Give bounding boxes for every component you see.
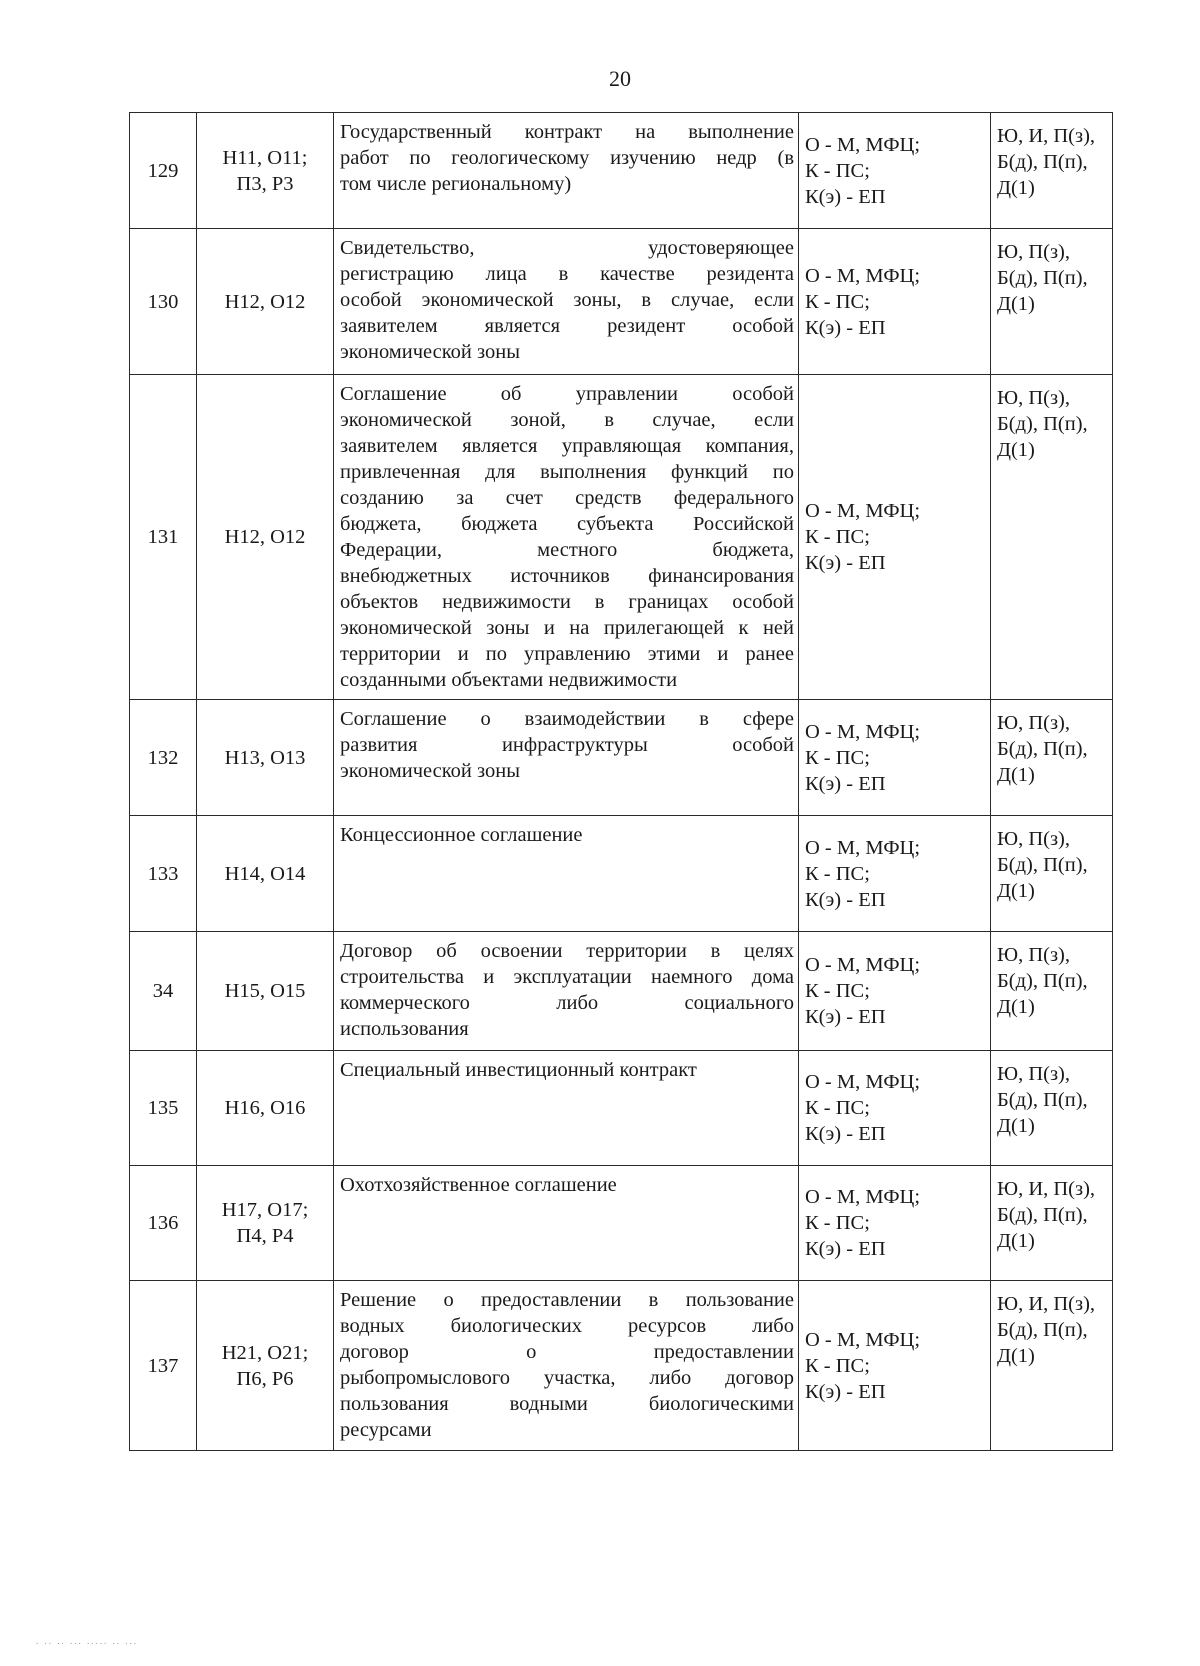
row-codes — [197, 1166, 334, 1281]
doc-line: Федерации, местного бюджета, — [340, 539, 794, 561]
doc-line: пользования водными биологическими — [340, 1393, 794, 1415]
row-submission-method — [799, 113, 991, 229]
code-line: П3, Р3 — [236, 172, 294, 195]
who-line: Ю, П(з), — [997, 828, 1071, 850]
method-line: К - ПС; — [805, 159, 870, 182]
doc-line: Свидетельство, удостоверяющее — [340, 237, 794, 259]
row-submission-method — [799, 229, 991, 375]
row-codes — [197, 375, 334, 700]
doc-line: особой экономической зоны, в случае, если — [340, 289, 794, 311]
doc-line: регистрацию лица в качестве резидента — [340, 263, 794, 285]
doc-line: рыбопромыслового участка, либо договор — [340, 1367, 794, 1389]
method-line: О - М, МФЦ; — [805, 954, 921, 976]
who-line: Д(1) — [997, 1230, 1035, 1252]
who-line: Б(д), П(п), — [997, 267, 1088, 289]
doc-line: экономической зоны — [340, 341, 520, 363]
method-line: О - М, МФЦ; — [805, 1328, 921, 1351]
doc-line: Соглашение об управлении особой — [340, 383, 794, 405]
method-line: О - М, МФЦ; — [805, 500, 921, 522]
method-line: К - ПС; — [805, 1354, 870, 1377]
method-line: О - М, МФЦ; — [805, 133, 921, 156]
doc-line: ресурсами — [340, 1419, 432, 1441]
row-codes — [197, 1281, 334, 1451]
row-document-name — [334, 1166, 799, 1281]
row-number: 34 — [130, 932, 197, 1051]
method-line: К - ПС; — [805, 290, 870, 313]
row-applicant-types — [991, 1166, 1113, 1281]
code-line: Н12, О12 — [224, 526, 306, 548]
row-number: 130 — [130, 229, 197, 375]
code-line: Н15, О15 — [224, 980, 306, 1002]
doc-line: Государственный контракт на выполнение — [340, 121, 794, 143]
who-line: Б(д), П(п), — [997, 738, 1088, 760]
who-line: Б(д), П(п), — [997, 1319, 1088, 1341]
code-line: Н21, О21; — [221, 1341, 309, 1364]
row-number: 136 — [130, 1166, 197, 1281]
method-line: К(э) - ЕП — [805, 552, 886, 574]
row-number: 135 — [130, 1051, 197, 1166]
row-applicant-types — [991, 229, 1113, 375]
doc-line: экономической зоны — [340, 760, 520, 782]
doc-line: договор о предоставлении — [340, 1341, 794, 1363]
who-line: Б(д), П(п), — [997, 1089, 1088, 1111]
method-line: О - М, МФЦ; — [805, 1071, 921, 1093]
method-line: К(э) - ЕП — [805, 185, 886, 208]
doc-line: Концессионное соглашение — [340, 824, 583, 846]
method-line: К(э) - ЕП — [805, 1006, 886, 1028]
who-line: Ю, И, П(з), — [997, 125, 1096, 147]
doc-line: привлеченная для выполнения функций по — [340, 461, 794, 483]
row-applicant-types — [991, 1281, 1113, 1451]
row-number: 129 — [130, 113, 197, 229]
doc-line: Охотхозяйственное соглашение — [340, 1174, 617, 1196]
code-line: П4, Р4 — [236, 1225, 294, 1247]
row-applicant-types — [991, 700, 1113, 816]
doc-line: коммерческого либо социального — [340, 992, 794, 1014]
table-row — [130, 932, 1113, 1051]
code-line: Н17, О17; — [221, 1199, 309, 1221]
row-codes — [197, 113, 334, 229]
row-number: 131 — [130, 375, 197, 700]
row-document-name — [334, 700, 799, 816]
code-line: П6, Р6 — [236, 1367, 294, 1390]
method-line: К(э) - ЕП — [805, 772, 886, 795]
doc-line: работ по геологическому изучению недр (в — [340, 147, 794, 169]
method-line: О - М, МФЦ; — [805, 720, 921, 743]
page-number: 20 — [609, 66, 631, 91]
doc-line: Договор об освоении территории в целях — [340, 940, 794, 962]
who-line: Б(д), П(п), — [997, 151, 1088, 173]
scan-artifact: . .. .. ... ..... .. ... — [36, 1636, 138, 1646]
who-line: Д(1) — [997, 996, 1035, 1018]
row-document-name — [334, 1051, 799, 1166]
method-line: К - ПС; — [805, 746, 870, 769]
who-line: Д(1) — [997, 764, 1035, 786]
who-line: Ю, П(з), — [997, 1063, 1071, 1085]
row-submission-method — [799, 375, 991, 700]
who-line: Ю, П(з), — [997, 712, 1071, 734]
row-applicant-types — [991, 1051, 1113, 1166]
row-codes — [197, 816, 334, 932]
who-line: Ю, И, П(з), — [997, 1178, 1096, 1200]
table-row — [130, 1281, 1113, 1451]
row-applicant-types — [991, 816, 1113, 932]
doc-line: использования — [340, 1018, 469, 1040]
code-line: Н12, О12 — [224, 290, 306, 313]
doc-line: объектов недвижимости в границах особой — [340, 591, 794, 613]
who-line: Д(1) — [997, 177, 1035, 199]
row-applicant-types — [991, 113, 1113, 229]
doc-line: заявителем является резидент особой — [340, 315, 794, 337]
row-submission-method — [799, 1166, 991, 1281]
doc-line: экономической зоны и на прилегающей к ней — [340, 617, 794, 639]
who-line: Ю, П(з), — [997, 944, 1071, 966]
table-body — [130, 113, 1113, 1451]
method-line: К(э) - ЕП — [805, 888, 886, 911]
method-line: О - М, МФЦ; — [805, 836, 921, 859]
method-line: К - ПС; — [805, 1212, 870, 1234]
row-document-name — [334, 1281, 799, 1451]
documents-table — [129, 112, 1113, 1451]
doc-line: внебюджетных источников финансирования — [340, 565, 794, 587]
row-submission-method — [799, 1281, 991, 1451]
row-codes — [197, 700, 334, 816]
method-line: К(э) - ЕП — [805, 316, 886, 339]
table-row — [130, 1051, 1113, 1166]
doc-line: том числе региональному) — [340, 173, 572, 195]
table-row — [130, 1166, 1113, 1281]
doc-line: созданными объектами недвижимости — [340, 669, 678, 691]
method-line: К(э) - ЕП — [805, 1380, 886, 1403]
method-line: К(э) - ЕП — [805, 1238, 886, 1260]
method-line: К - ПС; — [805, 862, 870, 885]
row-document-name — [334, 375, 799, 700]
table-row — [130, 700, 1113, 816]
row-applicant-types — [991, 375, 1113, 700]
who-line: Д(1) — [997, 439, 1035, 461]
who-line: Д(1) — [997, 880, 1035, 902]
code-line: Н14, О14 — [224, 862, 306, 885]
code-line: Н11, О11; — [222, 146, 308, 169]
doc-line: созданию за счет средств федерального — [340, 487, 794, 509]
row-document-name — [334, 932, 799, 1051]
row-submission-method — [799, 932, 991, 1051]
doc-line: Специальный инвестиционный контракт — [340, 1059, 697, 1081]
table-row — [130, 816, 1113, 932]
code-line: Н16, О16 — [224, 1097, 306, 1119]
row-codes — [197, 1051, 334, 1166]
row-number: 137 — [130, 1281, 197, 1451]
doc-line: развития инфраструктуры особой — [340, 734, 794, 756]
doc-line: экономической зоной, в случае, если — [340, 409, 794, 431]
row-submission-method — [799, 700, 991, 816]
doc-line: территории и по управлению этими и ранее — [340, 643, 794, 665]
row-codes — [197, 932, 334, 1051]
method-line: К - ПС; — [805, 980, 870, 1002]
row-document-name — [334, 229, 799, 375]
who-line: Б(д), П(п), — [997, 970, 1088, 992]
method-line: О - М, МФЦ; — [805, 264, 921, 287]
table-row — [130, 229, 1113, 375]
who-line: Б(д), П(п), — [997, 1204, 1088, 1226]
who-line: Д(1) — [997, 1115, 1035, 1137]
method-line: К - ПС; — [805, 526, 870, 548]
doc-line: Соглашение о взаимодействии в сфере — [340, 708, 794, 730]
row-number: 133 — [130, 816, 197, 932]
doc-line: строительства и эксплуатации наемного дома — [340, 966, 794, 988]
row-number: 132 — [130, 700, 197, 816]
method-line: О - М, МФЦ; — [805, 1186, 921, 1208]
who-line: Д(1) — [997, 1345, 1035, 1367]
row-document-name — [334, 113, 799, 229]
method-line: К(э) - ЕП — [805, 1123, 886, 1145]
who-line: Б(д), П(п), — [997, 854, 1088, 876]
table-row — [130, 375, 1113, 700]
doc-line: бюджета, бюджета субъекта Российской — [340, 513, 794, 535]
who-line: Ю, П(з), — [997, 387, 1071, 409]
who-line: Д(1) — [997, 293, 1035, 315]
row-codes — [197, 229, 334, 375]
who-line: Ю, П(з), — [997, 241, 1071, 263]
row-submission-method — [799, 816, 991, 932]
doc-line: заявителем является управляющая компания, — [340, 435, 794, 457]
row-submission-method — [799, 1051, 991, 1166]
who-line: Ю, И, П(з), — [997, 1293, 1096, 1315]
row-document-name — [334, 816, 799, 932]
method-line: К - ПС; — [805, 1097, 870, 1119]
code-line: Н13, О13 — [224, 746, 306, 769]
row-applicant-types — [991, 932, 1113, 1051]
table-row — [130, 113, 1113, 229]
doc-line: Решение о предоставлении в пользование — [340, 1289, 794, 1311]
who-line: Б(д), П(п), — [997, 413, 1088, 435]
doc-line: водных биологических ресурсов либо — [340, 1315, 794, 1337]
